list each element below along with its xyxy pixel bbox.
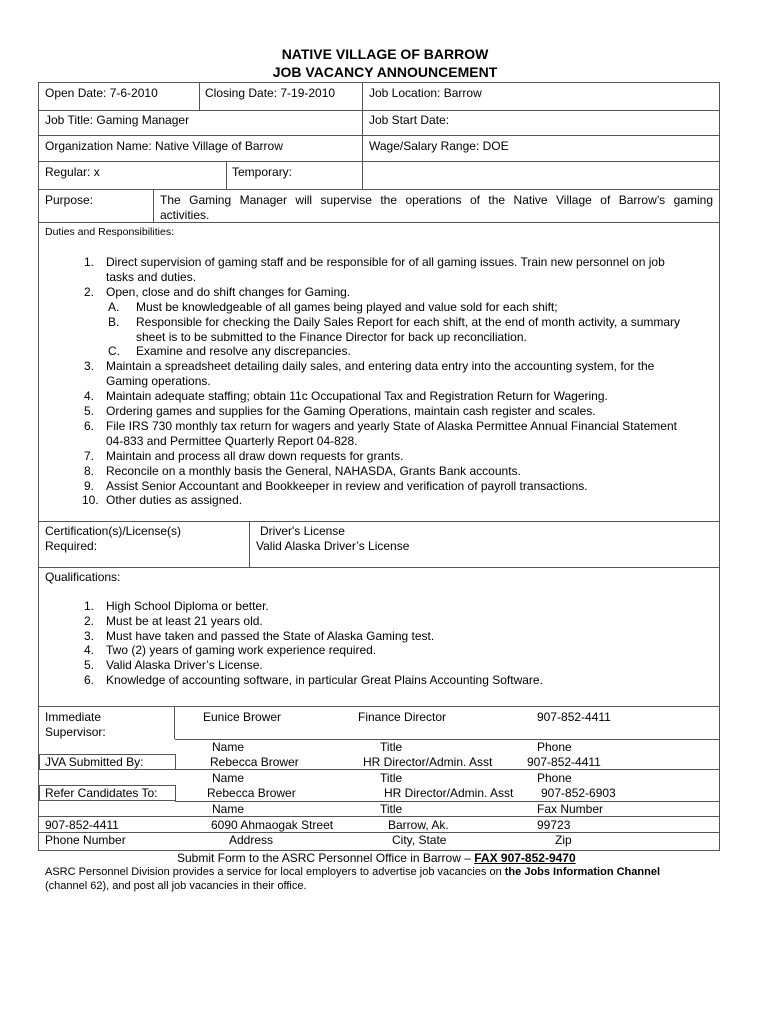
purpose-label: Purpose: [45,193,94,207]
qualification-number: 5. [84,658,95,673]
qualification-text: Must be at least 21 years old. [106,613,263,628]
purpose-line-1: The Gaming Manager will supervise the operations of the Native Village of Barrow’s gaming [160,193,713,207]
duty-number: 1. [84,255,95,269]
caption-name: Name [212,771,245,785]
duty-text: 04-833 and Permittee Quarterly Report 04-828. [106,433,358,448]
organization-name: Organization Name: Native Village of Barrow [45,139,283,153]
refer-title: HR Director/Admin. Asst [384,786,514,800]
refer-label: Refer Candidates To: [45,786,158,800]
submit-instructions [177,851,576,865]
duty-number: 9. [84,478,95,493]
caption-phone-number: Phone Number [45,833,126,847]
address-street: 6090 Ahmaogak Street [211,818,334,832]
caption-fax: Fax Number [537,802,604,816]
duty-text: Maintain a spreadsheet detailing daily sales, and entering data entry into the accounting system, for the [106,359,655,374]
duty-text: tasks and duties. [106,269,197,284]
caption-title: Title [380,802,403,816]
qualification-number: 6. [84,673,95,687]
duty-text: Maintain and process all draw down requests for grants. [106,448,404,463]
duty-text: Open, close and do shift changes for Gaming. [106,284,351,299]
page-title: NATIVE VILLAGE OF BARROW [281,46,489,62]
duty-number: 8. [84,463,95,478]
duty-number: 4. [84,389,95,404]
duty-number: 2. [84,284,95,299]
qualification-number: 2. [84,613,95,628]
fax-number: FAX 907-852-9470 [474,851,576,865]
qualification-text: Two (2) years of gaming work experience required. [106,643,377,658]
purpose-line-2: activities. [160,208,210,222]
supervisor-name: Eunice Brower [203,710,282,724]
duty-text: Assist Senior Accountant and Bookkeeper in review and verification of payroll transactions. [106,478,588,493]
caption-phone: Phone [537,771,572,785]
duty-number: C. [108,344,120,359]
certification-valid-license: Valid Alaska Driver’s License [256,539,410,553]
caption-zip: Zip [555,833,572,847]
caption-name: Name [212,740,245,754]
refer-name: Rebecca Brower [207,786,296,800]
submit-text: Submit Form to the ASRC Personnel Office in Barrow – [177,851,475,865]
qualification-number: 4. [84,643,95,658]
duty-text: Other duties as assigned. [106,493,243,508]
qualifications-label: Qualifications: [45,570,121,584]
duties-label: Duties and Responsibilities: [45,226,174,238]
jobs-channel: the Jobs Information Channel [504,866,660,878]
jva-label: JVA Submitted By: [45,755,144,769]
caption-phone: Phone [537,740,572,754]
duty-number: 3. [84,359,95,374]
qualification-text: Must have taken and passed the State of Alaska Gaming test. [106,628,435,643]
duty-text: Gaming operations. [106,374,211,389]
footer-note-line-1 [45,865,660,879]
qualification-number: 1. [84,599,95,613]
closing-date: Closing Date: 7-19-2010 [205,86,336,100]
regular-field: Regular: x [45,165,100,179]
address-zip: 99723 [537,818,571,832]
wage-range: Wage/Salary Range: DOE [369,139,509,153]
duty-number: 6. [84,418,95,433]
duty-text: Ordering games and supplies for the Gaming Operations, maintain cash register and scales. [106,404,596,418]
page-subtitle: JOB VACANCY ANNOUNCEMENT [272,64,498,80]
duty-text: Maintain adequate staffing; obtain 11c Occupational Tax and Registration Return for Wagering. [106,389,608,404]
caption-name: Name [212,802,245,816]
duty-text: Responsible for checking the Daily Sales Report for each shift, at the end of month activity, a summary [136,314,681,329]
duty-text: File IRS 730 monthly tax return for wagers and yearly State of Alaska Permittee Annual Financial Statement [106,418,677,433]
qualification-text: High School Diploma or better. [106,599,269,613]
duty-number: 5. [84,404,95,418]
refer-phone: 907-852-6903 [541,786,616,800]
footer-note-line-2: (channel 62), and post all job vacancies in their office. [45,880,307,892]
address-phone: 907-852-4411 [45,818,119,832]
caption-city-state: City, State [392,833,447,847]
duty-text: Examine and resolve any discrepancies. [136,344,351,359]
duty-number: A. [108,299,120,314]
duty-text: sheet is to be submitted to the Finance Director for back up reconciliation. [136,329,527,344]
supervisor-label: Supervisor: [45,725,106,739]
duty-text: Reconcile on a monthly basis the General, NAHASDA, Grants Bank accounts. [106,463,521,478]
supervisor-title: Finance Director [358,710,447,724]
supervisor-phone: 907-852-4411 [537,710,611,724]
caption-title: Title [380,771,403,785]
jva-name: Rebecca Brower [210,755,299,769]
immediate-label: Immediate [45,710,102,724]
qualification-number: 3. [84,628,95,643]
duty-number: B. [108,314,120,329]
certification-drivers-license: Driver's License [260,524,345,538]
job-location: Job Location: Barrow [369,86,482,100]
footer-note-text: ASRC Personnel Division provides a service for local employers to advertise job vacancies on [45,866,505,878]
qualification-text: Valid Alaska Driver’s License. [106,658,263,673]
duty-text: Must be knowledgeable of all games being played and value sold for each shift; [136,299,558,314]
duty-number: 7. [84,448,95,463]
job-title: Job Title: Gaming Manager [45,113,190,127]
duty-text: Direct supervision of gaming staff and be responsible for of all gaming issues. Train new personnel on job [106,255,665,269]
caption-address: Address [229,833,274,847]
temporary-field: Temporary: [232,165,293,179]
jva-title: HR Director/Admin. Asst [363,755,493,769]
certifications-label: Certification(s)/License(s) [45,524,182,538]
address-city: Barrow, Ak. [388,818,449,832]
open-date: Open Date: 7-6-2010 [45,86,158,100]
caption-title: Title [380,740,403,754]
job-start-date: Job Start Date: [369,113,450,127]
qualification-text: Knowledge of accounting software, in particular Great Plains Accounting Software. [106,673,543,687]
jva-phone: 907-852-4411 [527,755,601,769]
certifications-required-label: Required: [45,539,98,553]
duty-number: 10. [82,493,99,508]
